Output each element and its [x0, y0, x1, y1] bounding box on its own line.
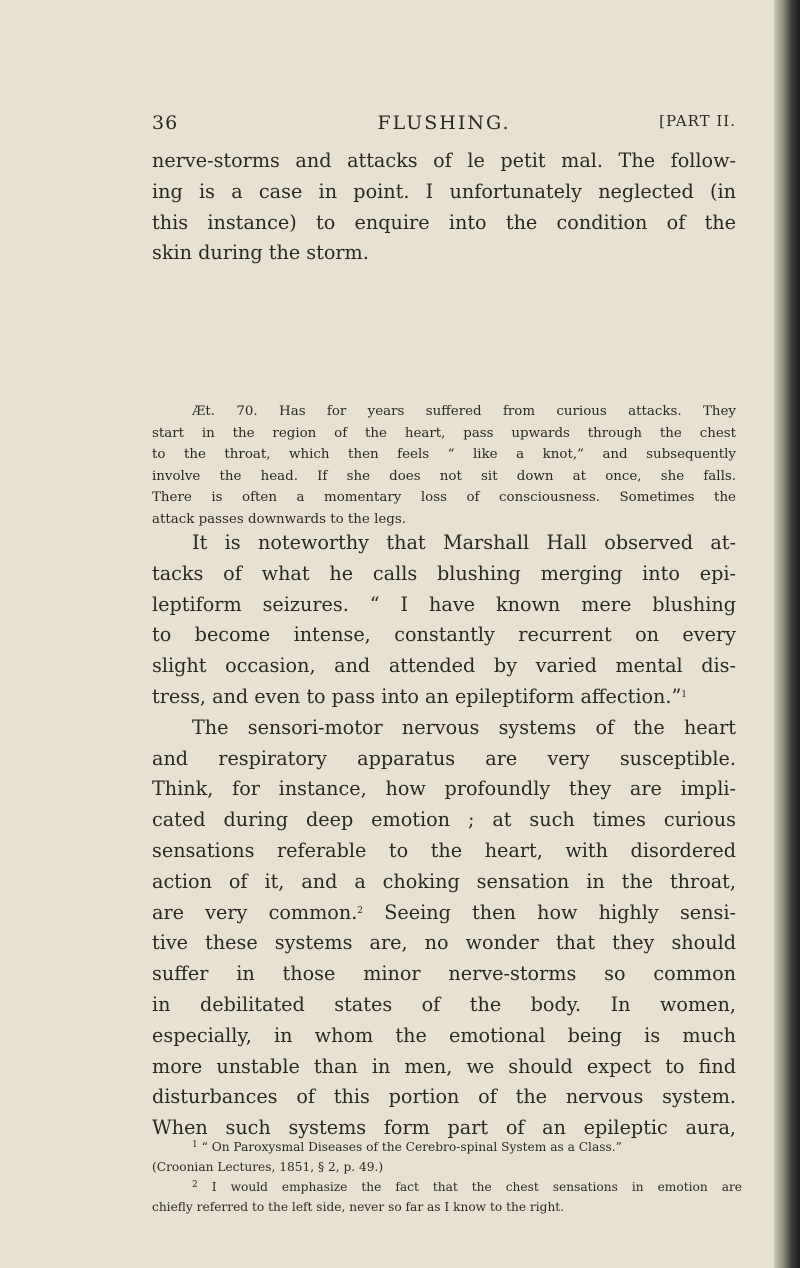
page-number: 36 — [152, 112, 179, 134]
text-line: There is often a momentary loss of consciousness. Sometimes the — [152, 490, 736, 506]
text-line: and respiratory apparatus are very susceptible. — [152, 746, 736, 770]
text-fragment: are very common. — [152, 900, 358, 924]
text-line: tacks of what he calls blushing merging into epi- — [152, 561, 736, 585]
page-edge-shadow — [774, 0, 800, 1268]
text-line: slight occasion, and attended by varied mental dis- — [152, 654, 736, 678]
text-line: action of it, and a choking sensation in the throat, — [152, 869, 736, 893]
text-line — [152, 898, 736, 929]
text-line: especially, in whom the emotional being is much — [152, 1023, 736, 1047]
text-fragment: Seeing then how highly sensi- — [363, 900, 736, 924]
case-note — [152, 401, 736, 531]
text-line: Think, for instance, how profoundly they are impli- — [152, 777, 736, 801]
text-line: in debilitated states of the body. In women, — [152, 992, 736, 1016]
text-line: to the throat, which then feels “ like a knot,” and subsequently — [152, 447, 736, 463]
text-line: tive these systems are, no wonder that they should — [152, 931, 736, 955]
text-line: attack passes downwards to the legs. — [152, 511, 407, 527]
running-header — [152, 112, 736, 142]
text-line: start in the region of the heart, pass upwards through the chest — [152, 425, 736, 441]
paragraph-1 — [152, 146, 736, 269]
footnote-2-cont: chiefly referred to the left side, never so far as I know to the right. — [152, 1200, 565, 1214]
footnotes — [152, 1137, 742, 1217]
text-line: The sensori-motor nervous systems of the heart — [192, 715, 736, 739]
footnote-marker-1: 1 — [192, 1140, 198, 1150]
footnote-ref-2: 2 — [357, 905, 364, 916]
text-line: suffer in those minor nerve-storms so common — [152, 962, 736, 986]
text-line: sensations referable to the heart, with disordered — [152, 838, 736, 862]
text-line: disturbances of this portion of the nervous system. — [152, 1085, 736, 1109]
text-line — [152, 682, 736, 713]
text-line: It is noteworthy that Marshall Hall observed at- — [192, 531, 736, 554]
text-line: cated during deep emotion ; at such times curious — [152, 808, 736, 832]
text-line: more unstable than in men, we should expect to find — [152, 1054, 736, 1078]
text-line: involve the head. If she does not sit down at once, she falls. — [152, 468, 736, 484]
footnote-marker-2: 2 — [192, 1180, 198, 1190]
text-line: Æt. 70. Has for years suffered from curious attacks. They — [192, 404, 736, 419]
paragraph-2 — [152, 528, 736, 1144]
text-line: nerve-storms and attacks of le petit mal. The follow- — [152, 149, 736, 172]
text-line: When such systems form part of an epileptic aura, — [152, 1116, 736, 1140]
footnote-1-cont: (Croonian Lectures, 1851, § 2, p. 49.) — [152, 1160, 384, 1174]
text-line: ing is a case in point. I unfortunately neglected (in — [152, 179, 736, 203]
footnote-text: I would emphasize the fact that the chest sensations in emotion are — [211, 1180, 742, 1194]
text-line: leptiform seizures. “ I have known mere blushing — [152, 592, 736, 616]
running-title: FLUSHING. — [377, 112, 511, 134]
text-line: skin during the storm. — [152, 241, 369, 265]
part-label: [PART II. — [659, 112, 736, 130]
text-line: this instance) to enquire into the condition of the — [152, 210, 736, 234]
footnote-1 — [152, 1137, 742, 1157]
footnote-text: “ On Paroxysmal Diseases of the Cerebro-spinal System as a Class.” — [201, 1140, 622, 1154]
footnote-ref-1: 1 — [681, 689, 688, 700]
text-line: to become intense, constantly recurrent on every — [152, 623, 736, 647]
text-fragment: tress, and even to pass into an epileptiform affection.” — [152, 684, 682, 708]
footnote-2 — [152, 1177, 742, 1197]
